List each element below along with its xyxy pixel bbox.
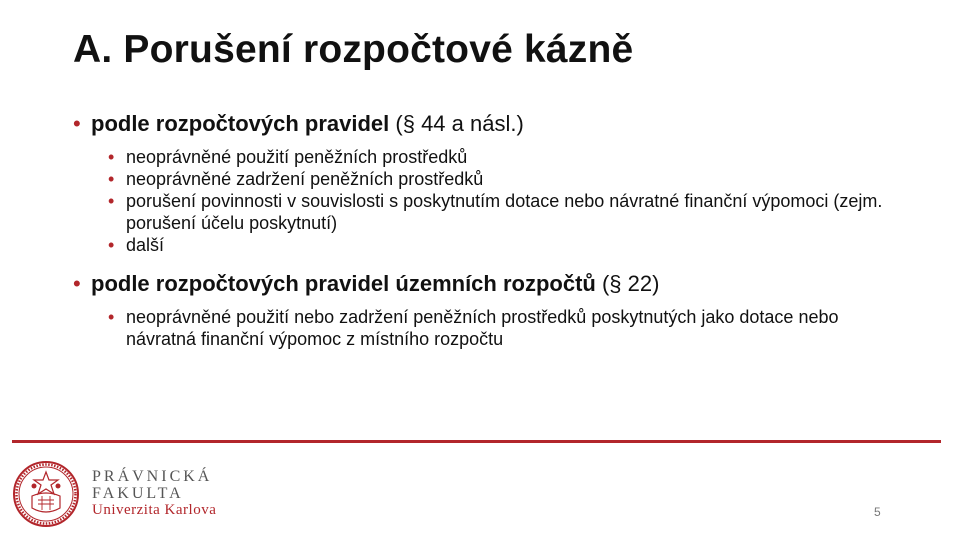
list-item-text: porušení povinnosti v souvislosti s poskytnutím dotace nebo návratné finanční výpomoci (zejm. porušení účelu poskytnutí) bbox=[126, 191, 883, 233]
university-seal-icon bbox=[12, 460, 80, 528]
page-number: 5 bbox=[874, 505, 881, 519]
faculty-name-line1: PRÁVNICKÁ bbox=[92, 468, 213, 485]
section-heading-ref: (§ 44 a násl.) bbox=[389, 111, 524, 136]
bullet-icon: • bbox=[108, 191, 115, 211]
faculty-name-line2: FAKULTA bbox=[92, 485, 184, 502]
faculty-logo-text bbox=[92, 468, 216, 519]
bullet-icon: • bbox=[108, 235, 115, 255]
list-item bbox=[73, 234, 896, 256]
list-item bbox=[73, 190, 896, 234]
list-item-text: neoprávněné použití peněžních prostředků bbox=[126, 147, 468, 167]
bullet-icon: • bbox=[73, 111, 81, 136]
sub-list bbox=[73, 306, 933, 350]
list-item bbox=[73, 306, 896, 350]
bullet-icon: • bbox=[108, 147, 115, 167]
list-item bbox=[73, 168, 896, 190]
university-name: Univerzita Karlova bbox=[92, 502, 217, 518]
bullet-icon: • bbox=[108, 169, 115, 189]
list-item-text: další bbox=[126, 235, 165, 255]
section-heading-ref: (§ 22) bbox=[595, 271, 660, 296]
bullet-icon: • bbox=[73, 271, 81, 296]
sub-list bbox=[73, 146, 933, 256]
footer-divider bbox=[12, 440, 941, 443]
slide-title: A. Porušení rozpočtové kázně bbox=[73, 28, 634, 71]
slide-content bbox=[73, 110, 933, 364]
section-heading-bold: podle rozpočtových pravidel bbox=[91, 111, 390, 136]
bullet-icon: • bbox=[108, 307, 115, 327]
list-item-text: neoprávněné zadržení peněžních prostředků bbox=[126, 169, 484, 189]
list-item bbox=[73, 146, 896, 168]
list-item-text: neoprávněné použití nebo zadržení peněžních prostředků poskytnutých jako dotace nebo návratná finanční výpomoc z místního rozpočtu bbox=[126, 307, 839, 349]
section-heading-bold: podle rozpočtových pravidel územních rozpočtů bbox=[91, 271, 596, 296]
section-heading bbox=[73, 270, 933, 298]
section-heading bbox=[73, 110, 933, 138]
